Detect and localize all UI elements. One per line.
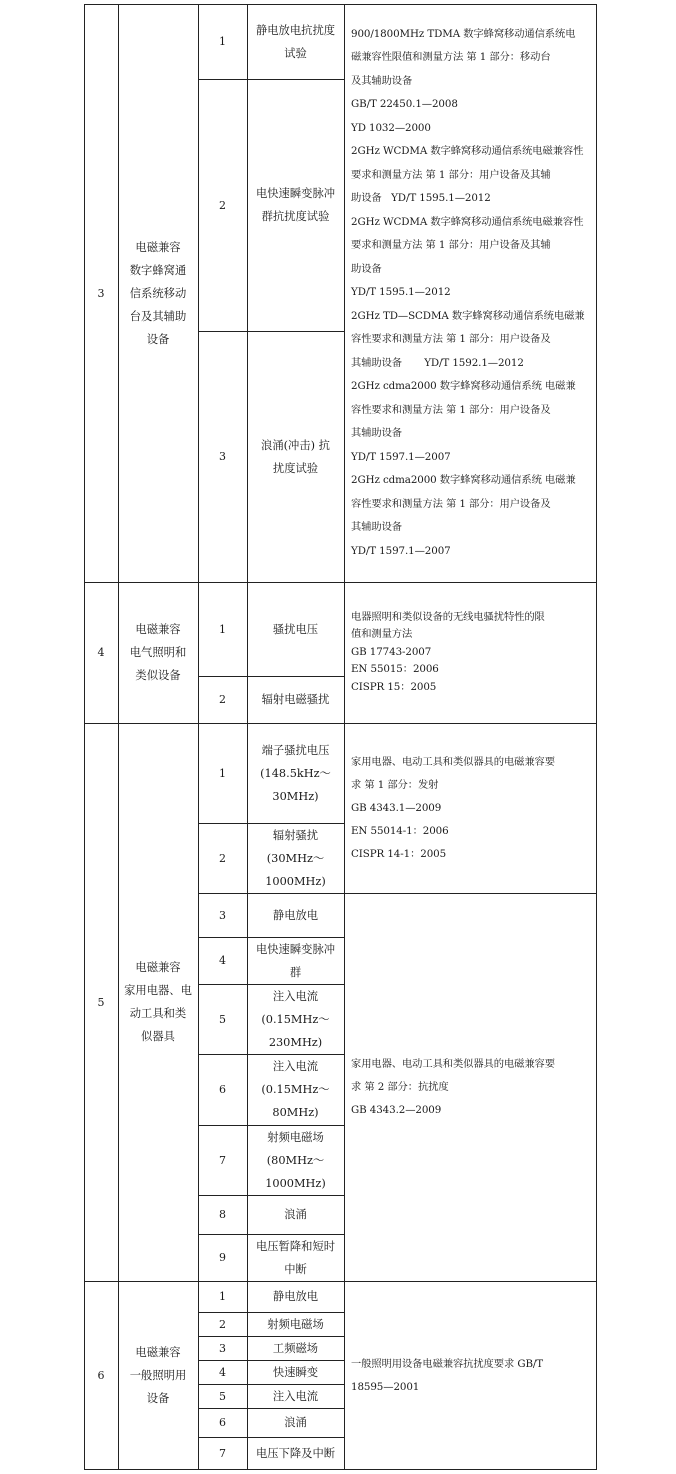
grid-line (247, 4, 248, 1470)
item-name-label: 静电放电 (272, 1290, 319, 1303)
grid-line (596, 4, 597, 1470)
item-name (247, 4, 344, 79)
item-name (247, 1384, 344, 1408)
item-name (247, 1125, 344, 1195)
item-number: 3 (219, 908, 226, 922)
grid-line (198, 1195, 344, 1196)
standard-cell-immunity (344, 893, 597, 1281)
item-name-label: 辐射骚扰 (30MHz～ 1000MHz) (265, 828, 326, 888)
grid-line (198, 1054, 344, 1055)
grid-line (198, 893, 597, 894)
category-cell (118, 4, 198, 582)
grid-line (198, 1234, 344, 1235)
category-label: 电磁兼容 电气照明和 类似设备 (129, 623, 187, 682)
standard-cell (344, 4, 597, 582)
category-label: 电磁兼容 一般照明用 设备 (129, 1346, 187, 1405)
grid-line (198, 1384, 344, 1385)
item-name-label: 静电放电抗扰度 试验 (255, 23, 336, 60)
item-number: 3 (219, 450, 226, 463)
item-name (247, 937, 344, 984)
item-name-label: 注入电流 (272, 1389, 319, 1403)
category-label: 电磁兼容 家用电器、电 动工具和类 似器具 (124, 961, 192, 1043)
item-number: 2 (219, 1317, 226, 1331)
grid-line (198, 4, 199, 1470)
item-number: 5 (219, 1012, 226, 1026)
item-number: 6 (219, 1416, 226, 1429)
item-name-label: 辐射电磁骚扰 (261, 693, 330, 706)
grid-line (198, 937, 344, 938)
grid-line (198, 1360, 344, 1361)
item-name (247, 893, 344, 937)
item-number: 4 (219, 954, 226, 967)
item-name-label: 浪涌 (284, 1208, 307, 1221)
standard-text: 家用电器、电动工具和类似器具的电磁兼容要 求 第 1 部分：发射 GB 4343.1—2009 EN 55014-1：2006 CISPR 14-1：2005 (351, 755, 555, 860)
row-number: 3 (97, 286, 105, 300)
item-name (247, 1408, 344, 1437)
item-name (247, 1437, 344, 1470)
item-name (247, 1336, 344, 1360)
item-number: 6 (219, 1083, 226, 1096)
grid-line (198, 1437, 344, 1438)
item-number: 1 (219, 622, 226, 636)
item-name-label: 快速瞬变 (272, 1365, 319, 1379)
standard-text: 电器照明和类似设备的无线电骚扰特性的限 值和测量方法 GB 17743-2007 EN 55015：2006 CISPR 15：2005 (351, 610, 545, 693)
item-name (247, 1312, 344, 1336)
item-name-label: 电快速瞬变脉冲 群抗扰度试验 (255, 187, 336, 223)
item-number: 8 (219, 1208, 226, 1221)
grid-line (198, 676, 344, 677)
grid-line (198, 79, 344, 80)
grid-line (84, 4, 85, 1470)
item-name-label: 浪涌 (284, 1416, 307, 1429)
item-name (247, 1281, 344, 1312)
item-number: 1 (219, 766, 226, 780)
standards-table (84, 4, 597, 1470)
standard-text: 家用电器、电动工具和类似器具的电磁兼容要 求 第 2 部分：抗扰度 GB 4343.2—2009 (351, 1057, 555, 1116)
item-name-label: 射频电磁场 (80MHz～ 1000MHz) (265, 1130, 326, 1190)
grid-line (118, 4, 119, 1470)
grid-line (344, 4, 345, 1470)
item-number: 5 (219, 1389, 226, 1403)
item-name (247, 1054, 344, 1125)
grid-line (84, 723, 597, 724)
item-number: 2 (219, 851, 226, 865)
grid-line (84, 582, 597, 583)
item-name (247, 823, 344, 893)
grid-line (198, 1125, 344, 1126)
row-number: 4 (97, 646, 105, 659)
category-cell (118, 582, 198, 723)
grid-line (198, 1312, 344, 1313)
item-name (247, 1234, 344, 1281)
standard-cell (344, 1281, 597, 1470)
grid-line (198, 984, 344, 985)
item-number: 7 (219, 1447, 226, 1460)
item-name-label: 注入电流 (0.15MHz～ 80MHz) (261, 1060, 330, 1119)
item-name-label: 电压暂降和短时 中断 (255, 1239, 336, 1276)
item-number: 1 (219, 35, 226, 48)
item-number: 4 (219, 1365, 226, 1379)
item-name (247, 1195, 344, 1234)
item-name (247, 676, 344, 723)
category-cell (118, 1281, 198, 1470)
item-name-label: 骚扰电压 (272, 622, 319, 636)
item-number: 1 (219, 1290, 226, 1303)
item-name-label: 电压下降及中断 (255, 1447, 336, 1460)
category-cell (118, 723, 198, 1281)
item-name-label: 静电放电 (272, 908, 319, 922)
standard-text: 900/1800MHz TDMA 数字蜂窝移动通信系统电 磁兼容性限值和测量方法 第 1 部分：移动台 及其辅助设备 GB/T 22450.1—2008 YD 1032—2000 2GHz WCDMA 数字蜂窝移动通信系统电磁兼容性 要求和测量方法 第 1 部分：用户设备及其辅 助设备 YD/T 1595.1—2012 2GHz WCDMA 数字蜂窝移动通信系统电磁兼容性 要求和测量方法 第 1 部分：用户设备及其辅 助设备 YD/T 1595.1—2012 2GHz TD—SCDMA 数字蜂窝移动通信系统电磁兼 容性要求和测量方法 第 1 部分：用户设备及 其辅助设备 YD/T 1592.1—2012 2GHz cdma2000 数字蜂窝移动通信系统 电磁兼 容性要求和测量方法 第 1 部分：用户设备及 其辅助设备 YD/T 1597.1—2007 2GHz cdma2000 数字蜂窝移动通信系统 电磁兼 容性要求和测量方法 第 1 部分：用户设备及 其辅助设备 YD/T 1597.1—2007 (351, 27, 585, 557)
item-name (247, 1360, 344, 1384)
item-name-label: 端子骚扰电压 (148.5kHz～ 30MHz) (260, 743, 331, 803)
category-label: 电磁兼容 数字蜂窝通 信系统移动 台及其辅助 设备 (129, 240, 187, 346)
item-name-label: 电快速瞬变脉冲 群 (255, 942, 336, 979)
item-number: 2 (219, 693, 226, 706)
item-name-label: 注入电流 (0.15MHz～ 230MHz) (261, 989, 330, 1049)
grid-line (84, 1281, 597, 1282)
item-name (247, 79, 344, 331)
item-name (247, 331, 344, 582)
grid-line (84, 4, 597, 5)
item-name-label: 射频电磁场 (267, 1317, 324, 1331)
row-number: 5 (97, 995, 105, 1009)
item-number: 3 (219, 1341, 226, 1355)
item-name (247, 984, 344, 1054)
grid-line (84, 1469, 597, 1470)
row-number: 6 (97, 1369, 105, 1382)
grid-line (198, 1336, 344, 1337)
item-name-label: 工频磁场 (272, 1341, 319, 1355)
standard-text: 一般照明用设备电磁兼容抗扰度要求 GB/T 18595—2001 (351, 1357, 544, 1393)
item-number: 7 (219, 1153, 226, 1167)
item-name-label: 浪涌(冲击) 抗 扰度试验 (261, 438, 330, 475)
grid-line (198, 1408, 344, 1409)
grid-line (198, 331, 344, 332)
item-number: 9 (219, 1251, 226, 1264)
standard-cell (344, 582, 597, 723)
item-number: 2 (219, 198, 226, 212)
item-name (247, 582, 344, 676)
standard-cell-emission (344, 723, 597, 893)
item-name (247, 723, 344, 823)
grid-line (198, 823, 344, 824)
